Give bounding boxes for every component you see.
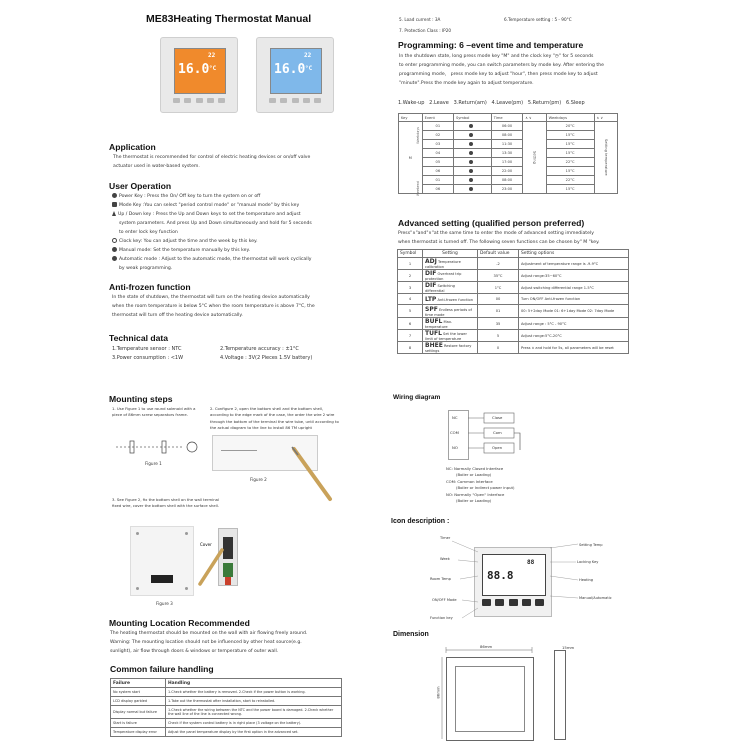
dimension-side	[554, 650, 566, 740]
clock-key-line	[112, 238, 390, 247]
sleep-icon	[469, 187, 473, 191]
temp-cell: 20°C	[546, 122, 594, 131]
user-operation-heading: User Operation	[109, 181, 172, 191]
op-text: Mode Key :You can select "period control mode" or "manual mode" by this key	[119, 202, 300, 208]
clock-icon	[112, 238, 117, 243]
failure-cell: Temperature display error	[111, 728, 166, 737]
symbol-cell	[454, 158, 492, 167]
table-row	[399, 176, 618, 185]
power-icon	[112, 193, 117, 198]
event-cell: 01	[422, 122, 453, 131]
lcd-symbol: DIF	[425, 282, 437, 289]
event-cell: 01	[422, 176, 453, 185]
default-cell: 35°C	[478, 270, 519, 282]
setting-name: Restore factory settings	[425, 344, 472, 353]
temp-cell: 15°C	[546, 185, 594, 194]
option-cell: Adjust range:5°C-20°C	[519, 330, 629, 342]
table-row	[398, 342, 629, 354]
table-header-row	[111, 679, 342, 688]
anti-frozen-heading: Anti-frozen function	[109, 282, 191, 292]
row-number: 8	[398, 342, 423, 354]
temp-cell: 22°C	[546, 176, 594, 185]
event-cell: 03	[422, 140, 453, 149]
op-text: Up / Down key : Press the Up and Down keys to set the temperature and adjust	[118, 211, 301, 217]
tech-item: 2.Temperature accuracy : ±1°C	[220, 346, 299, 352]
application-line: The thermostat is recommended for control of electric heating devices or on/off valve	[113, 155, 311, 160]
open-terminal: Open	[492, 445, 503, 450]
wiring-note: NC: Normally Closed Interface	[446, 466, 504, 471]
table-header: Setting options	[519, 250, 629, 258]
manual-automatic-label: Manual/Automatic	[579, 596, 612, 600]
thermostat-blue-photo	[256, 37, 334, 113]
com-terminal: Com	[493, 430, 502, 435]
screw-hole-icon	[185, 587, 188, 590]
handling-cell: Check if the system control battery is in right place (3 voltage on the battery).	[166, 719, 342, 728]
lcd-symbol: LTP	[425, 295, 437, 303]
default-cell: 00	[478, 294, 519, 305]
option-cell: Adjust switching differential range 1-5°C	[519, 282, 629, 294]
table-row	[398, 318, 629, 330]
figure2-line	[221, 450, 257, 451]
handling-cell: 1.Check whether the battery is removed. 2.Check if the power button is working.	[166, 688, 342, 697]
doc-title: ME83Heating Thermostat Manual	[146, 13, 312, 25]
setting-cell	[423, 294, 478, 305]
week-label: Week	[440, 557, 450, 561]
time-cell: 08:00	[491, 131, 523, 140]
table-header-row	[399, 114, 618, 122]
dimension-heading: Dimension	[393, 631, 429, 638]
table-row	[111, 728, 342, 737]
setting-name: Endless periods of time mode	[425, 307, 472, 317]
mount-location-heading: Mounting Location Recommended	[109, 618, 250, 628]
anti-frozen-text	[112, 294, 392, 321]
mount-location-line: The heating thermostat should be mounted on the wall with air flowing freely around.	[110, 631, 308, 636]
table-row	[398, 294, 629, 305]
symbol-cell	[454, 167, 492, 176]
depth-label: 15mm	[562, 645, 575, 650]
setting-name: Switching differential	[425, 284, 455, 293]
op-text: Clock key: You can adjust the time and the week by this key.	[119, 238, 258, 244]
advanced-line: when thermostat is turned off. The following seven functions can be chosen by" M "key.	[398, 239, 600, 245]
wiring-note: COM: Common Interface	[446, 478, 493, 484]
lcd-symbol: SPF	[425, 305, 438, 313]
time-cell: 22:00	[491, 167, 523, 176]
close-terminal: Close	[492, 415, 503, 420]
programming-line: to enter programming mode, you can switch parameters by mode key. After entering the	[399, 62, 604, 68]
sleep-icon	[469, 169, 473, 173]
op-text: by weak programming.	[119, 265, 173, 271]
setting-temp-label: Setting Temp	[579, 543, 603, 547]
temp-cell: 15°C	[546, 149, 594, 158]
row-number: 2	[398, 270, 423, 282]
advanced-table	[397, 249, 629, 354]
programming-table-wrap	[398, 113, 618, 197]
setting-cell	[423, 258, 478, 270]
terminal-slot	[151, 575, 173, 583]
screwdriver-icon	[290, 445, 338, 505]
temp-cell: 15°C	[546, 131, 594, 140]
mounting-heading: Mounting steps	[109, 394, 173, 404]
updown-key-line	[112, 211, 390, 220]
nc-label: NC	[452, 415, 458, 420]
op-text: Power Key : Press the On/ Off key to turn the system on or off	[119, 194, 261, 199]
default-cell: 0	[478, 342, 519, 354]
height-label: 86mm	[435, 686, 441, 699]
table-header: Failure	[111, 679, 166, 688]
thermostat-orange-photo	[160, 37, 238, 113]
table-header-row	[398, 250, 629, 258]
table-row	[398, 282, 629, 294]
option-cell: Adjust range:35~60°C	[519, 270, 629, 282]
up-down-icon	[112, 211, 116, 216]
wiring-note: (Boiler or Loading)	[456, 498, 492, 504]
table-row	[111, 697, 342, 706]
auto-mode-line	[112, 256, 390, 265]
default-cell: 1°C	[478, 282, 519, 294]
table-header: Event	[422, 114, 453, 122]
mode-icon	[112, 202, 117, 207]
failure-cell: Start is failure	[111, 719, 166, 728]
anti-frozen-line: In the state of shutdown, the thermostat will turn on the heating device automatically	[112, 295, 310, 300]
weekdays-label: Weekdays	[416, 127, 420, 144]
wiring-note: (Boiler or Indirect power input)	[456, 485, 515, 491]
failure-heading: Common failure handling	[110, 664, 214, 674]
event-cell: 05	[422, 158, 453, 167]
setting-cell	[423, 282, 478, 294]
default-cell: 01	[478, 305, 519, 318]
table-row	[399, 158, 618, 167]
tech-item: 3.Power consumption : <1W	[112, 355, 184, 361]
spec-item: 6.Temperature setting : 5 - 90°C	[504, 17, 572, 22]
setting-name: Set the lower limit of temperature	[425, 332, 467, 341]
lcd-symbol: BHEE	[425, 342, 443, 349]
row-number: 4	[398, 294, 423, 305]
table-row	[399, 185, 618, 194]
table-row	[111, 719, 342, 728]
programming-line: programming mode， press mode key to adjust "hour", then press mode key to adjust	[399, 71, 598, 77]
wake-up-icon	[469, 124, 473, 128]
table-row	[399, 149, 618, 158]
table-row	[398, 270, 629, 282]
blue-lcd-temp: 16.0	[274, 62, 306, 77]
default-cell: 35	[478, 318, 519, 330]
wake-up-icon	[469, 178, 473, 182]
event-cell: 02	[422, 131, 453, 140]
return-icon	[469, 142, 473, 146]
setting-name: Temperature calibration	[425, 260, 461, 269]
handling-cell: 1.Check whether the wiring between the NTC and the power board is damaged. 2.Check whether the wall line of the line is connected wrong.	[166, 706, 342, 719]
setting-name: Overheat trip protection	[425, 272, 462, 281]
table-header: Time	[491, 114, 523, 122]
programming-line: "minute".Press the mode key again to adjust temperature.	[399, 80, 534, 86]
user-operation-list	[112, 193, 390, 274]
advanced-table-wrap	[397, 249, 629, 354]
com-label: COM	[450, 430, 459, 435]
row-number: 1	[398, 258, 423, 270]
time-cell: 17:00	[491, 158, 523, 167]
mount-location-text	[110, 630, 370, 657]
function-key-label: Function key	[430, 616, 453, 620]
time-cell: 08:00	[491, 176, 523, 185]
blue-lcd-unit: °C	[305, 65, 313, 72]
room-temp-label: Room Temp	[430, 577, 451, 581]
handling-cell: 1.Take out the thermostat after installation, start to reinstalled.	[166, 697, 342, 706]
failure-cell: LCD display garbled	[111, 697, 166, 706]
advanced-text	[398, 230, 648, 248]
setting-temp-cell: Setting temperature	[594, 122, 617, 194]
time-cell: 06:00	[491, 122, 523, 131]
table-header: Symbol	[398, 250, 423, 258]
blue-lcd	[270, 48, 322, 94]
application-line: actuator used in water-based system.	[113, 163, 200, 169]
lcd-symbol: TUFL	[425, 330, 442, 337]
advanced-line: Press"∧"and"∨"at the same time to enter the mode of advanced setting immediately	[398, 231, 594, 236]
time-cell: 13:30	[491, 149, 523, 158]
symbol-cell	[454, 131, 492, 140]
lcd-symbol: DIF	[425, 270, 437, 277]
table-row	[398, 258, 629, 270]
figure3-caption: Figure 3	[156, 601, 173, 606]
lcd-symbol: ADJ	[425, 258, 437, 265]
setting-cell	[423, 305, 478, 318]
option-cell: 00: 5+2day Mode 01: 6+1day Mode 02: 7day Mode	[519, 305, 629, 318]
blue-buttons	[269, 98, 321, 104]
wiring-diagram	[448, 410, 522, 460]
op-text: Automatic mode : Adjust to the automatic mode, the thermostat will work cyclically	[119, 256, 312, 262]
symbol-cell	[454, 149, 492, 158]
screw-hole-icon	[136, 532, 139, 535]
table-row	[398, 330, 629, 342]
technical-heading: Technical data	[109, 333, 169, 343]
timer-label: Timer	[440, 536, 451, 540]
setting-name: Anti-frozen function	[437, 297, 473, 302]
row-number: 3	[398, 282, 423, 294]
time-cell: 11:30	[491, 140, 523, 149]
event-cell: 04	[422, 149, 453, 158]
symbol-cell	[454, 140, 492, 149]
figure2-caption: Figure 2	[250, 477, 267, 482]
table-header: Weekdays	[546, 114, 594, 122]
programming-text	[399, 53, 649, 89]
tech-row	[112, 354, 392, 363]
wiring-note: NO: Normally "Open" Interface	[446, 491, 505, 497]
width-label: 86mm	[480, 644, 493, 649]
programming-line: In the shutdown state, long press mode key "M" and the clock key "◷" for 5 seconds	[399, 54, 594, 59]
table-header: ∧ ∨	[594, 114, 617, 122]
symbol-cell	[454, 122, 492, 131]
failure-table-wrap	[110, 678, 342, 737]
table-header: Handling	[166, 679, 342, 688]
op-text: Manual mode: Set the temperature manually by this key.	[119, 247, 250, 253]
application-heading: Application	[109, 142, 156, 152]
no-label: NO	[452, 445, 458, 450]
row-number: 5	[398, 305, 423, 318]
option-cell: Press ∧ and hold for 5s, all parameters will be reset	[519, 342, 629, 354]
temp-cell: 22°C	[546, 158, 594, 167]
setting-cell: Setting	[523, 122, 546, 194]
orange-lcd	[174, 48, 226, 94]
symbol-cell	[454, 176, 492, 185]
power-key-line	[112, 193, 390, 202]
screw-hole-icon	[185, 532, 188, 535]
leave-icon	[469, 133, 473, 137]
handling-cell: Adjust the panel temperature display by the first option in the advanced set.	[166, 728, 342, 737]
setting-cell	[423, 342, 478, 354]
mounting-step3: 3. See Figure 2, fix the bottom shell on the wall terminal fixed wire, cover the bottom shell with the surface shell.	[112, 497, 220, 509]
figure3-backplate	[130, 526, 194, 596]
tech-item: 1.Temperature sensor : NTC	[112, 346, 182, 352]
wiring-svg	[448, 410, 522, 460]
hand-icon	[112, 247, 117, 252]
orange-buttons	[173, 98, 225, 104]
table-row	[399, 167, 618, 176]
orange-lcd-set: 22	[208, 52, 216, 59]
orange-lcd-unit: °C	[209, 65, 217, 72]
mount-location-line: sunlight), air flow through doors & windows or temperature of outer wall.	[110, 648, 279, 654]
default-cell: -2	[478, 258, 519, 270]
event-cell: 06	[422, 167, 453, 176]
table-header: ∧ ∨	[523, 114, 546, 122]
table-header: Default value	[478, 250, 519, 258]
table-row	[398, 305, 629, 318]
cover-label: Cover	[200, 542, 212, 547]
onoff-mode-label: ON/OFF Mode	[432, 598, 457, 602]
setting-name: Max. temperature	[425, 320, 453, 329]
technical-data	[112, 345, 392, 363]
weekend-label: Weekend	[416, 181, 420, 197]
temp-cell: 15°C	[546, 140, 594, 149]
table-row	[399, 140, 618, 149]
setting-cell	[423, 318, 478, 330]
row-number: 7	[398, 330, 423, 342]
op-text: system parameters. And press Up and Down simultaneously and hold for 5 seconds	[119, 220, 312, 226]
lcd-big-digits: 88.8	[487, 569, 514, 582]
application-text	[113, 154, 383, 172]
option-cell: Adjustment of temperature range is -9-9°C	[519, 258, 629, 270]
screwdriver-icon	[196, 548, 226, 588]
blue-lcd-set: 22	[304, 52, 312, 59]
table-row	[111, 688, 342, 697]
default-cell: 5	[478, 330, 519, 342]
lcd-small-digits: 88	[527, 559, 535, 566]
wiring-notes	[446, 466, 515, 505]
setting-cell	[423, 330, 478, 342]
table-row	[111, 706, 342, 719]
icon-desc-heading: Icon description :	[391, 518, 450, 525]
row-number: 6	[398, 318, 423, 330]
screw-diagram	[112, 435, 206, 459]
tech-item: 4.Voltage : 3V(2 Pieces 1.5V battery)	[220, 355, 313, 361]
mounting-step1: 1. Use Figure 1 to use round solenoid with a piece of 86mm screw separators frame.	[112, 406, 196, 418]
setting-cell	[423, 270, 478, 282]
mount-location-line: Warning: The mounting location should not be influenced by other heat source(e.g.	[110, 639, 302, 645]
anti-frozen-line: when the room temperature is below 5°C when the room temperature is above 7°C, the	[112, 303, 315, 309]
mounting-step2: 2. Configure 2, open the bottom shell and the bottom shell, according to the edge mark of the case, the order the wire 2 wire through the bottom of the terminal the wire tube, until according to the actual diagram to the line to install 86 TM upright	[210, 406, 339, 431]
spec-item: 5. Load current : 3A	[399, 17, 441, 22]
figure1-drawing	[112, 435, 206, 459]
return-icon	[469, 160, 473, 164]
spec-continued	[399, 17, 729, 22]
key-cell: M	[399, 122, 423, 194]
programming-heading: Programming: 6 –event time and temperature	[398, 40, 584, 50]
programming-table	[398, 113, 618, 197]
table-row	[399, 131, 618, 140]
manual-mode-line	[112, 247, 390, 256]
option-cell: Adjust range : 5°C - 90°C	[519, 318, 629, 330]
failure-cell: Display normal but failure	[111, 706, 166, 719]
temp-cell: 15°C	[546, 167, 594, 176]
wiring-heading: Wiring diagram	[393, 394, 441, 401]
heating-label: Heating	[579, 578, 594, 582]
programming-events: 1.Wake-up 2.Leave 3.Return(am) 4.Leave(pm) 5.Return(pm) 6.Sleep	[398, 100, 585, 106]
mode-key-line	[112, 202, 390, 211]
op-text: to enter lock key function	[119, 229, 178, 235]
orange-lcd-temp: 16.0	[178, 62, 210, 77]
spec-item: 7. Protection Class : IP20	[399, 28, 452, 33]
tech-row	[112, 345, 392, 354]
leave-icon	[469, 151, 473, 155]
table-header: Key	[399, 114, 423, 122]
failure-table	[110, 678, 342, 737]
table-header: Symbol	[454, 114, 492, 122]
table-header: Setting	[423, 250, 478, 258]
lcd-symbol: BUFL	[425, 318, 443, 325]
symbol-cell	[454, 185, 492, 194]
icon-callout-lines	[440, 536, 580, 626]
anti-frozen-line: thermostat will turn off the heating device automatically.	[112, 312, 243, 318]
screw-hole-icon	[136, 587, 139, 590]
time-cell: 23:00	[491, 185, 523, 194]
dimension-lines	[440, 644, 540, 744]
option-cell: Turn ON/OFF Anti-frozen function	[519, 294, 629, 305]
event-cell: 06	[422, 185, 453, 194]
failure-cell: No system start	[111, 688, 166, 697]
figure1-caption: Figure 1	[145, 461, 162, 466]
auto-icon	[112, 256, 117, 261]
locking-key-label: Locking Key	[577, 560, 599, 564]
table-row	[399, 122, 618, 131]
advanced-heading: Advanced setting (qualified person preferred)	[398, 218, 585, 228]
wiring-note: (Boiler or Loading)	[456, 472, 492, 478]
